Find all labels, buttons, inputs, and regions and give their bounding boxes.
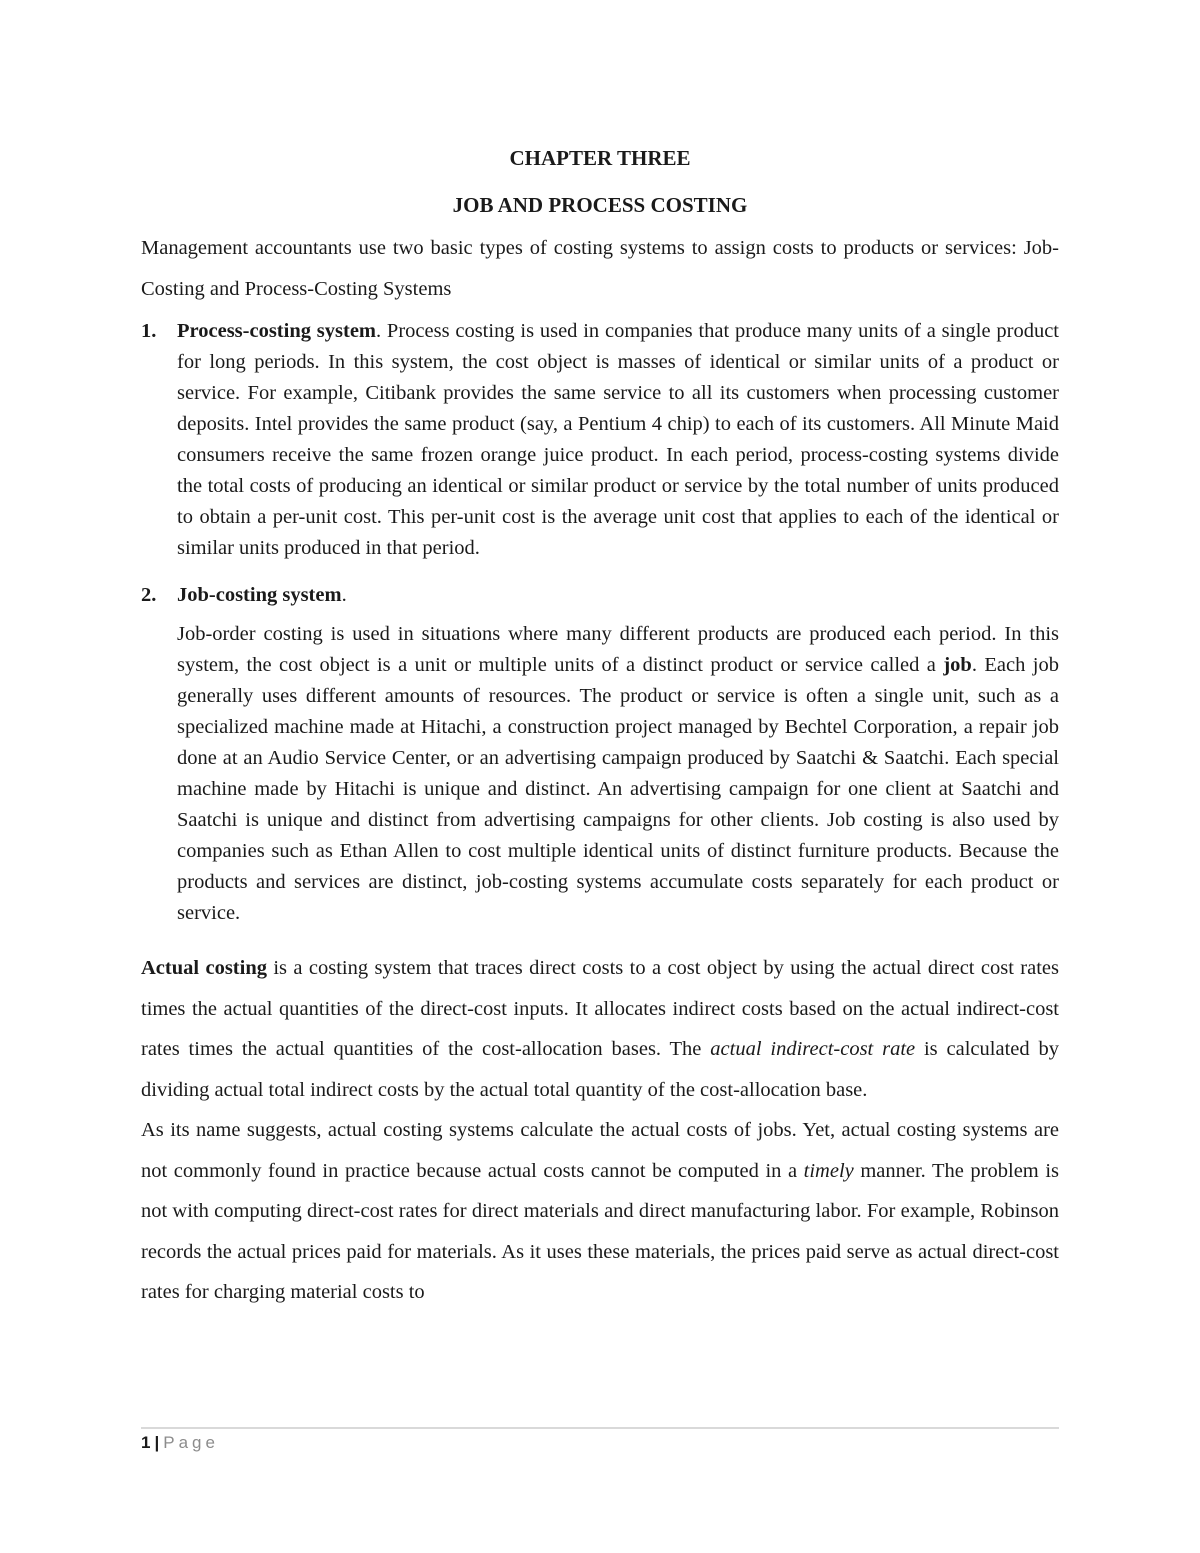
item-heading: Job-costing system [177,584,342,606]
closing-text-1: As its name suggests, actual costing systems calculate the actual costs of jobs. Yet, actual costing systems are not commonly found in practice because actual costs cannot be computed in a [141,1119,1059,1182]
item-bold-word: job [943,654,972,676]
actual-costing-paragraph [141,948,1059,1110]
actual-text-1: is a costing system that traces direct costs to a cost object by using the actual direct cost rates times the actual quantities of the direct-cost inputs. It allocates indirect costs based on the actual indirect-cost rates times the actual quantities of the cost-allocation bases. The [141,957,1059,1060]
job-costing-description [141,619,1059,929]
closing-paragraph [141,1110,1059,1313]
footer-separator: | [154,1433,160,1452]
item-text-before: Job-order costing is used in situations where many different products are produced each period. In this system, the cost object is a unit or multiple units of a distinct product or service called a [177,623,1059,676]
intro-paragraph: Management accountants use two basic types of costing systems to assign costs to products or services: Job-Costing and Process-Costing Systems [141,237,1059,300]
item-text: Process costing is used in companies that produce many units of a single product for long periods. In this system, the cost object is masses of identical or similar units of a product or service. For example, Citibank provides the same service to all its customers when processing customer deposits. Intel provides the same product (say, a Pentium 4 chip) to each of its customers. All Minute Maid consumers receive the same frozen orange juice product. In each period, process-costing systems divide the total costs of producing an identical or similar product or service by the total number of units produced to obtain a per-unit cost. This per-unit cost is the average unit cost that applies to each of the identical or similar units produced in that period. [177,320,1059,559]
item-text-after: . Each job generally uses different amounts of resources. The product or service is often a single unit, such as a specialized machine made at Hitachi, a construction project managed by Bechtel Corporation, a repair job done at an Audio Service Center, or an advertising campaign produced by Saatchi & Saatchi. Each special machine made by Hitachi is unique and distinct. An advertising campaign for one client at Saatchi and Saatchi is unique and distinct from advertising campaigns for other clients. Job costing is also used by companies such as Ethan Allen to cost multiple identical units of distinct furniture products. Because the products and services are distinct, job-costing systems accumulate costs separately for each product or service. [177,654,1059,924]
costing-systems-list [141,316,1059,929]
page-footer [141,1427,1059,1453]
actual-text-2: is calculated by dividing actual total indirect costs by the actual total quantity of the cost-allocation base. [141,1038,1059,1101]
document-page [141,143,1059,1313]
page-number: 1 [141,1433,151,1452]
page-title: JOB AND PROCESS COSTING [452,193,748,217]
list-number: 2. [141,584,157,606]
list-item-job-costing [141,580,1059,611]
list-number: 1. [141,320,157,342]
item-heading-suffix: . [376,320,382,342]
actual-italic-term: actual indirect-cost rate [710,1038,916,1060]
page-label: Page [163,1433,219,1452]
closing-italic-term: timely [803,1159,854,1182]
list-item-process-costing [141,316,1059,564]
actual-costing-lead: Actual costing [141,957,267,979]
item-heading: Process-costing system [177,320,376,342]
item-heading-suffix: . [341,584,347,606]
chapter-heading: CHAPTER THREE [509,146,691,170]
closing-text-2: manner. The problem is not with computing direct-cost rates for direct materials and direct manufacturing labor. For example, Robinson records the actual prices paid for materials. As it uses these materials, the prices paid serve as actual direct-cost rates for charging material costs to [141,1159,1059,1303]
